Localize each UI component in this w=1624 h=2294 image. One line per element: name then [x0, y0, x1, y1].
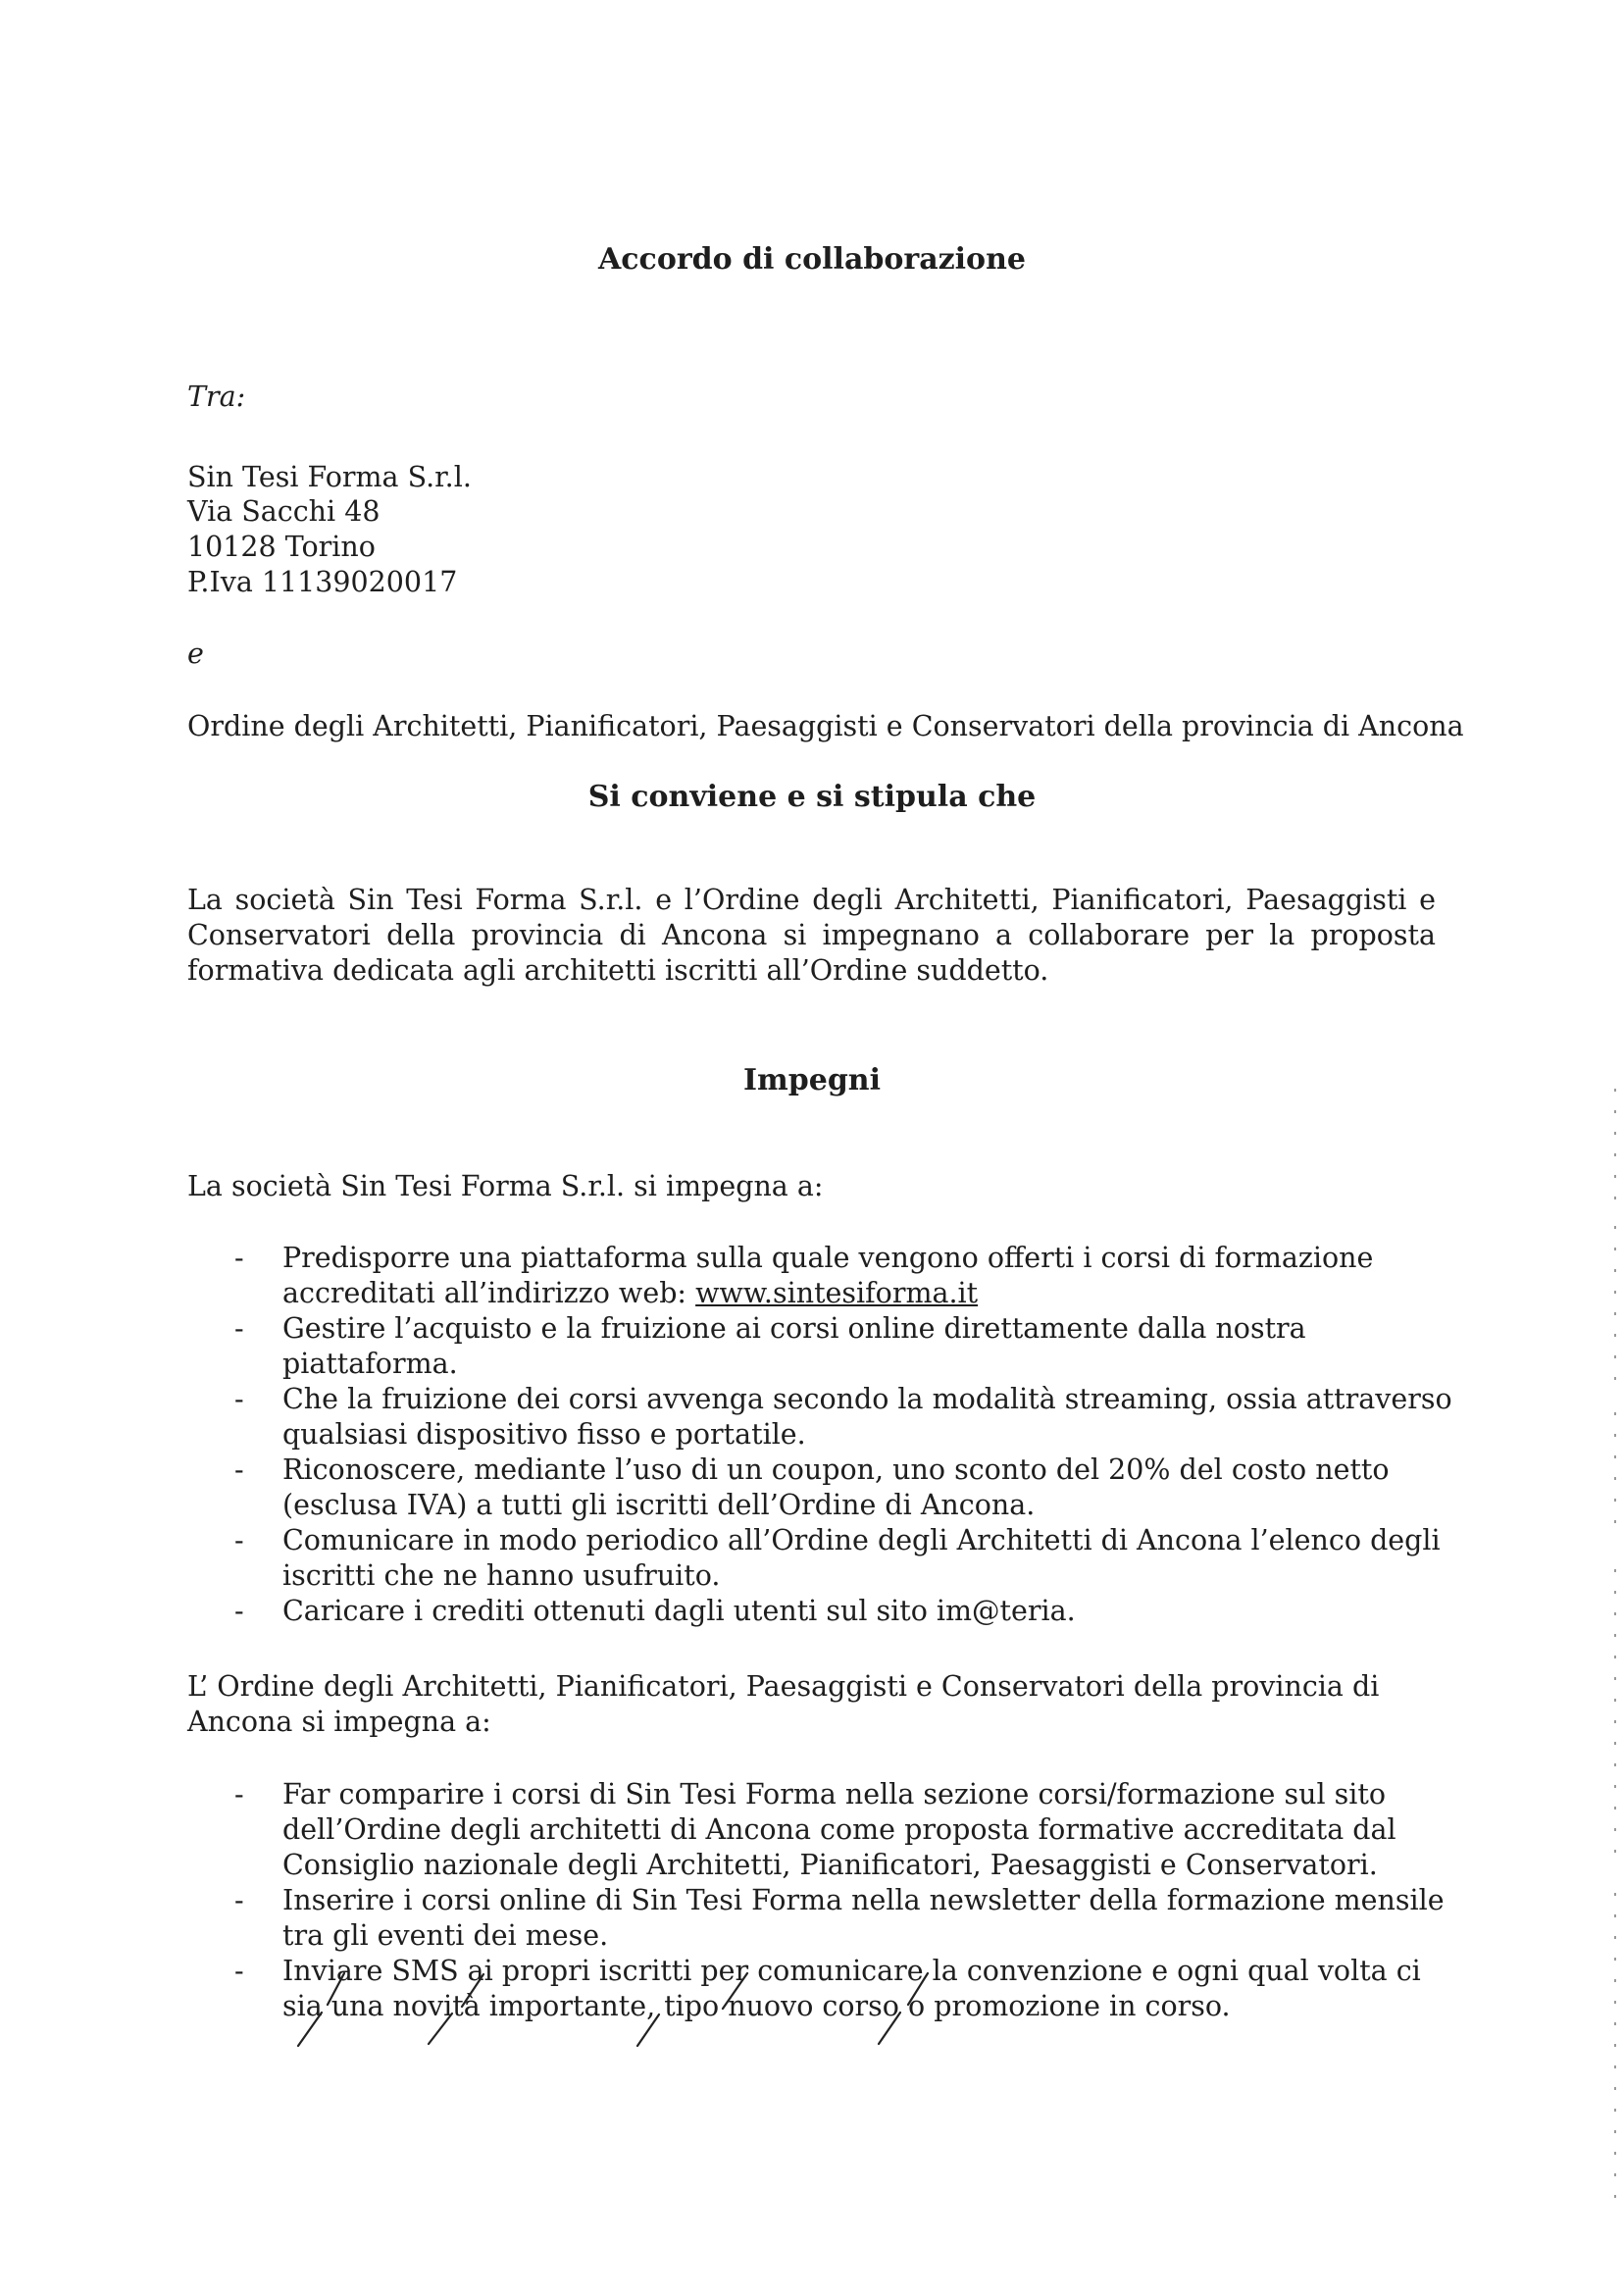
scan-edge-mark [1614, 1569, 1616, 1863]
list-dash: - [234, 1383, 244, 1415]
section2-item1: Far comparire i corsi di Sin Tesi Forma nella sezione corsi/formazione sul sito dell’Ordine degli architetti di Ancona come proposta formative accreditata dal Consiglio nazionale degli Architetti, Pianificatori, Paesaggisti e Conservatori. [282, 1778, 1396, 1881]
pen-stroke [908, 1973, 928, 2005]
section1-item4: Riconoscere, mediante l’uso di un coupon, uno sconto del 20% del costo netto (esclusa IVA) a tutti gli iscritti dell’Ordine di Ancona. [282, 1453, 1390, 1521]
section2-intro: L’ Ordine degli Architetti, Pianificatori, Paesaggisti e Conservatori della provincia di Ancona si impegna a: [187, 1670, 1380, 1738]
section2-item3: Inviare SMS ai propri iscritti per comunicare la convenzione e ogni qual volta ci sia una novità importante, tipo nuovo corso o promozione in corso. [282, 1955, 1421, 2022]
pen-stroke [298, 2013, 322, 2046]
party1-vat: P.Iva 11139020017 [187, 566, 458, 598]
scan-edge-mark [1614, 1412, 1616, 1540]
list-dash: - [234, 1778, 244, 1810]
list-dash: - [234, 1524, 244, 1556]
list-dash: - [234, 1242, 244, 1274]
list-dash: - [234, 1884, 244, 1916]
section2-item2: Inserire i corsi online di Sin Tesi Forma nella newsletter della formazione mensile tra gli eventi dei mese. [282, 1884, 1445, 1952]
section1-item5: Comunicare in modo periodico all’Ordine degli Architetti di Ancona l’elenco degli iscritti che ne hanno usufruito. [282, 1524, 1441, 1592]
party2-name: Ordine degli Architetti, Pianificatori, Paesaggisti e Conservatori della provincia di Ancona [187, 710, 1464, 742]
list-dash: - [234, 1595, 244, 1627]
pen-stroke [429, 2014, 452, 2044]
pen-stroke [462, 1974, 483, 2007]
pen-stroke [879, 2013, 900, 2044]
scan-edge-mark [1614, 1089, 1616, 1206]
scan-edge-mark [1614, 1226, 1616, 1383]
tra-label: Tra: [187, 381, 246, 413]
list-dash: - [234, 1955, 244, 1987]
section1-intro: La società Sin Tesi Forma S.r.l. si impegna a: [187, 1170, 824, 1202]
list-dash: - [234, 1453, 244, 1486]
pen-stroke [723, 1973, 747, 2009]
party1-city: 10128 Torino [187, 531, 376, 563]
document-title: Accordo di collaborazione [598, 242, 1026, 277]
list-dash: - [234, 1312, 244, 1345]
heading-agreement: Si conviene e si stipula che [587, 780, 1037, 814]
pen-stroke [637, 2014, 659, 2046]
section1-item6: Caricare i crediti ottenuti dagli utenti sul sito im@teria. [282, 1595, 1076, 1627]
section1-item1-text: Predisporre una piattaforma sulla quale vengono offerti i corsi di formazione accreditati all’indirizzo web: [282, 1242, 1374, 1309]
intro-paragraph: La società Sin Tesi Forma S.r.l. e l’Ordine degli Architetti, Pianificatori, Paesaggisti e Conservatori della provincia di Ancona si impegnano a collaborare per la proposta formativa dedicata agli architetti iscritti all’Ordine suddetto. [187, 884, 1436, 987]
website-link: www.sintesiforma.it [695, 1277, 979, 1309]
conjunction: e [187, 637, 204, 670]
section1-item3: Che la fruizione dei corsi avvenga secondo la modalità streaming, ossia attraverso qualsiasi dispositivo fisso e portatile. [282, 1383, 1452, 1451]
pen-stroke [328, 1973, 344, 2005]
heading-commitments: Impegni [742, 1063, 882, 1097]
party1-street: Via Sacchi 48 [187, 495, 381, 528]
scan-edge-mark [1614, 1893, 1616, 2217]
section1-item2: Gestire l’acquisto e la fruizione ai corsi online direttamente dalla nostra piattaforma. [282, 1312, 1306, 1380]
party1-name: Sin Tesi Forma S.r.l. [187, 461, 472, 493]
